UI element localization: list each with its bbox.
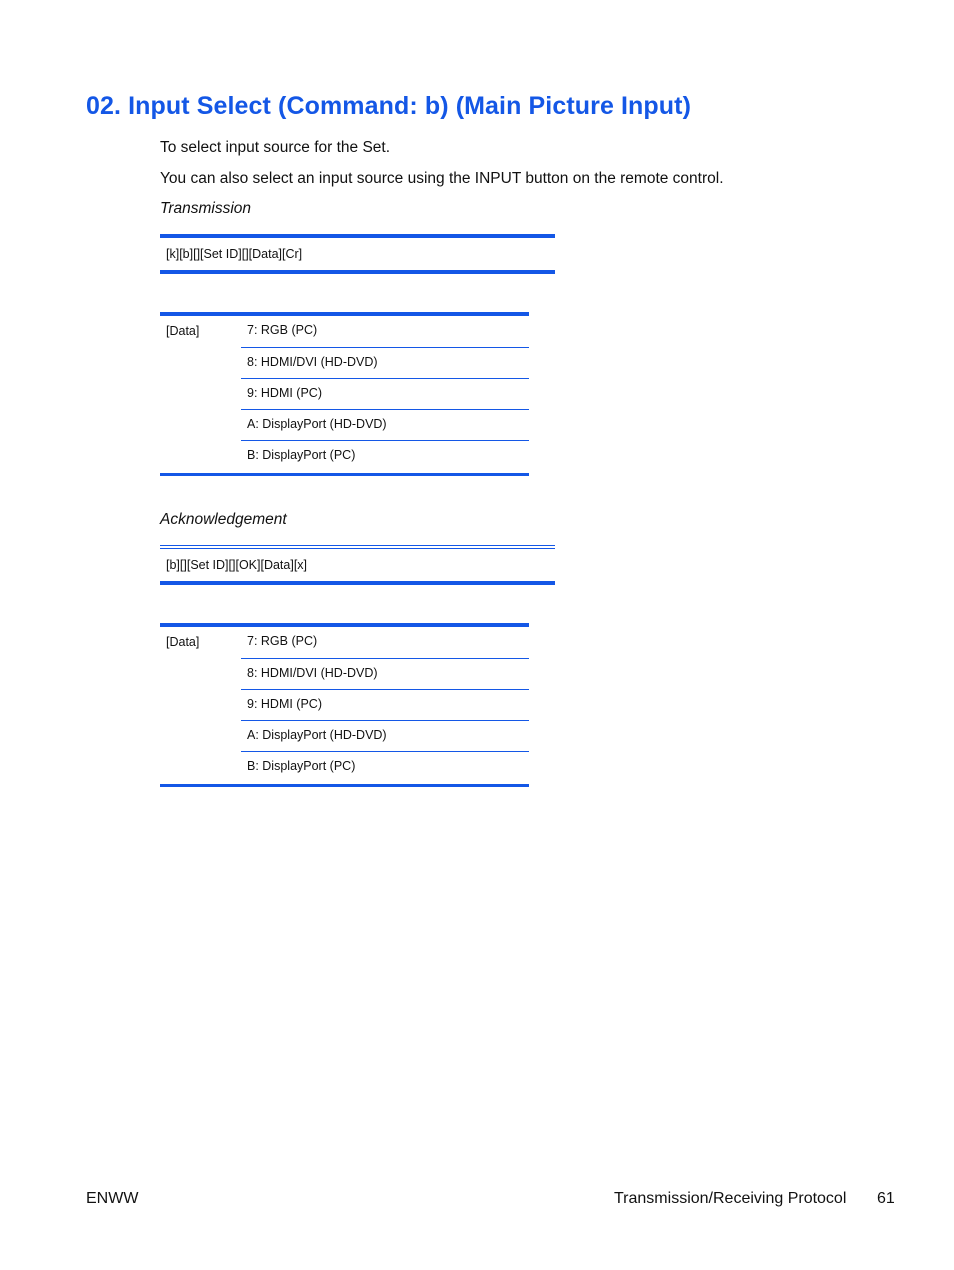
option-text: B: DisplayPort (PC) bbox=[247, 759, 356, 773]
table-row bbox=[241, 316, 529, 348]
option-text: 7: RGB (PC) bbox=[247, 323, 318, 337]
page-number: 61 bbox=[877, 1190, 895, 1207]
transmission-command: [k][b][][Set ID][][Data][Cr] bbox=[166, 247, 303, 261]
option-text: 9: HDMI (PC) bbox=[247, 697, 322, 711]
acknowledgement-label: Acknowledgement bbox=[160, 511, 287, 528]
transmission-command-box bbox=[160, 234, 555, 274]
transmission-label: Transmission bbox=[160, 200, 252, 217]
option-text: A: DisplayPort (HD-DVD) bbox=[247, 728, 387, 742]
option-text: 7: RGB (PC) bbox=[247, 634, 318, 648]
acknowledgement-command: [b][][Set ID][][OK][Data][x] bbox=[166, 558, 308, 572]
transmission-data-table bbox=[160, 312, 529, 476]
option-text: 8: HDMI/DVI (HD-DVD) bbox=[247, 666, 378, 680]
table-row bbox=[241, 441, 529, 472]
option-text: 8: HDMI/DVI (HD-DVD) bbox=[247, 355, 378, 369]
table-row bbox=[241, 721, 529, 752]
option-text: 9: HDMI (PC) bbox=[247, 386, 322, 400]
footer-brand: ENWW bbox=[86, 1190, 139, 1207]
acknowledgement-data-table bbox=[160, 623, 529, 787]
option-text: A: DisplayPort (HD-DVD) bbox=[247, 417, 387, 431]
data-label: [Data] bbox=[166, 324, 200, 338]
option-text: B: DisplayPort (PC) bbox=[247, 448, 356, 462]
table-row bbox=[241, 690, 529, 721]
table-row bbox=[241, 410, 529, 441]
table-row bbox=[241, 348, 529, 379]
table-row bbox=[241, 659, 529, 690]
table-row bbox=[241, 379, 529, 410]
intro-paragraph: You can also select an input source using the INPUT button on the remote control. bbox=[160, 170, 724, 187]
page-title: 02. Input Select (Command: b) (Main Picture Input) bbox=[86, 92, 692, 120]
acknowledgement-command-box bbox=[160, 545, 555, 585]
intro-paragraph: To select input source for the Set. bbox=[160, 139, 391, 156]
table-row bbox=[241, 752, 529, 783]
table-row bbox=[241, 627, 529, 659]
data-label: [Data] bbox=[166, 635, 200, 649]
footer-section-title: Transmission/Receiving Protocol bbox=[614, 1190, 847, 1207]
